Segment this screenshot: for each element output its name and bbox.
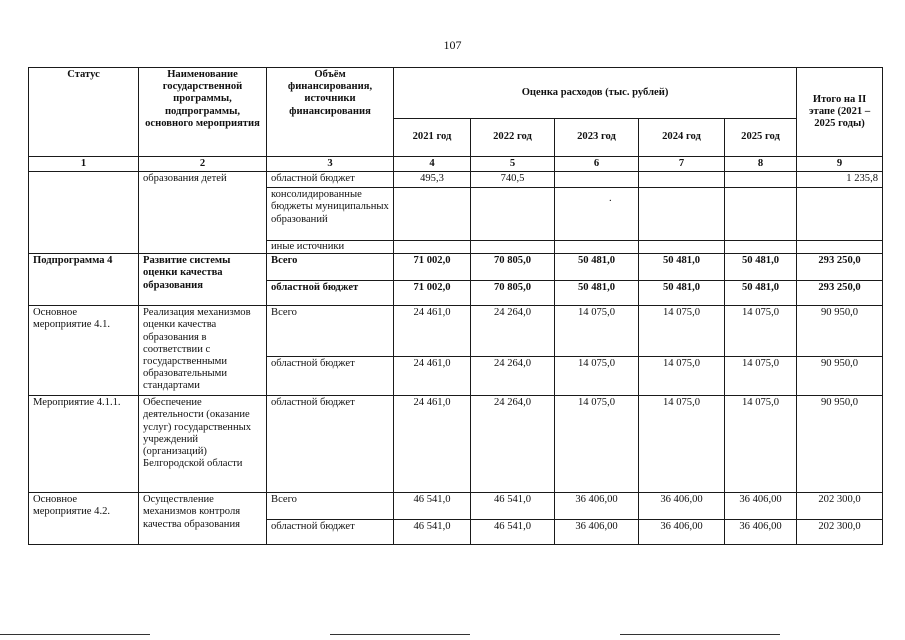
- value-cell: 24 461,0: [394, 306, 471, 357]
- table-row-measure-4-1-1: [29, 396, 883, 493]
- value-cell: [639, 172, 725, 188]
- table-row-measure-4-2: [29, 493, 883, 520]
- header-volume: Объём финансирования, источники финансирования: [267, 68, 394, 157]
- value-cell: 50 481,0: [555, 281, 639, 306]
- header-year-2022: 2022 год: [471, 118, 555, 156]
- scan-edge-line: [330, 634, 470, 635]
- value-cell: [555, 188, 639, 241]
- value-cell: 24 461,0: [394, 357, 471, 396]
- header-estimate: Оценка расходов (тыс. рублей): [394, 68, 797, 119]
- total-cell: 90 950,0: [797, 357, 883, 396]
- value-cell: 70 805,0: [471, 254, 555, 281]
- scan-edge-line: [620, 634, 780, 635]
- status-cell: [29, 172, 139, 254]
- value-cell: 50 481,0: [725, 254, 797, 281]
- value-cell: 14 075,0: [639, 396, 725, 493]
- scan-edge-line: [0, 634, 150, 635]
- value-cell: 24 264,0: [471, 396, 555, 493]
- value-cell: 14 075,0: [555, 357, 639, 396]
- value-cell: 36 406,00: [639, 493, 725, 520]
- header-row: [29, 68, 883, 119]
- value-cell: 14 075,0: [639, 306, 725, 357]
- value-cell: 14 075,0: [555, 396, 639, 493]
- value-cell: 24 264,0: [471, 357, 555, 396]
- total-cell: [797, 188, 883, 241]
- source-cell: областной бюджет: [267, 357, 394, 396]
- value-cell: [639, 188, 725, 241]
- source-cell: областной бюджет: [267, 172, 394, 188]
- col-index: 8: [725, 157, 797, 172]
- header-year-2025: 2025 год: [725, 118, 797, 156]
- header-status: Статус: [29, 68, 139, 157]
- total-cell: 202 300,0: [797, 493, 883, 520]
- total-cell: 90 950,0: [797, 306, 883, 357]
- status-cell: Основное мероприятие 4.1.: [29, 306, 139, 396]
- value-cell: 24 461,0: [394, 396, 471, 493]
- name-cell: Реализация механизмов оценки качества образования в соответствии с государственными образовательными стандартами: [139, 306, 267, 396]
- value-cell: [555, 172, 639, 188]
- value-cell: 50 481,0: [725, 281, 797, 306]
- value-cell: [471, 241, 555, 254]
- table-row-subprogram-4: [29, 254, 883, 281]
- header-total: Итого на II этапе (2021 – 2025 годы): [797, 68, 883, 157]
- name-cell: Развитие системы оценки качества образования: [139, 254, 267, 306]
- value-cell: 36 406,00: [555, 493, 639, 520]
- value-cell: [394, 188, 471, 241]
- value-cell: 36 406,00: [725, 493, 797, 520]
- col-index: 2: [139, 157, 267, 172]
- value-cell: 46 541,0: [471, 520, 555, 545]
- total-cell: 1 235,8: [797, 172, 883, 188]
- value-cell: [725, 241, 797, 254]
- col-index: 5: [471, 157, 555, 172]
- value-cell: 36 406,00: [725, 520, 797, 545]
- header-year-2023: 2023 год: [555, 118, 639, 156]
- status-cell: Подпрограмма 4: [29, 254, 139, 306]
- source-cell: областной бюджет: [267, 396, 394, 493]
- value-cell: 495,3: [394, 172, 471, 188]
- total-cell: [797, 241, 883, 254]
- value-cell: 14 075,0: [725, 396, 797, 493]
- column-index-row: [29, 157, 883, 172]
- header-year-2024: 2024 год: [639, 118, 725, 156]
- col-index: 4: [394, 157, 471, 172]
- total-cell: 90 950,0: [797, 396, 883, 493]
- value-cell: [639, 241, 725, 254]
- value-cell: 36 406,00: [555, 520, 639, 545]
- name-cell: Осуществление механизмов контроля качества образования: [139, 493, 267, 545]
- value-cell: 46 541,0: [394, 493, 471, 520]
- source-cell: консолидированные бюджеты муниципальных образований: [267, 188, 394, 241]
- value-cell: [725, 188, 797, 241]
- value-cell: [725, 172, 797, 188]
- value-cell: 50 481,0: [639, 254, 725, 281]
- col-index: 9: [797, 157, 883, 172]
- value-cell: [555, 241, 639, 254]
- total-cell: 293 250,0: [797, 281, 883, 306]
- scan-mark: .: [609, 193, 612, 205]
- table-row: [29, 172, 883, 188]
- budget-table: [28, 67, 883, 545]
- header-year-2021: 2021 год: [394, 118, 471, 156]
- value-cell: 70 805,0: [471, 281, 555, 306]
- col-index: 7: [639, 157, 725, 172]
- status-cell: Мероприятие 4.1.1.: [29, 396, 139, 493]
- value-cell: 50 481,0: [555, 254, 639, 281]
- value-cell: 14 075,0: [555, 306, 639, 357]
- value-cell: 24 264,0: [471, 306, 555, 357]
- value-cell: 740,5: [471, 172, 555, 188]
- header-name: Наименование государственной программы, подпрограммы, основного мероприятия: [139, 68, 267, 157]
- col-index: 1: [29, 157, 139, 172]
- value-cell: 46 541,0: [471, 493, 555, 520]
- source-cell: иные источники: [267, 241, 394, 254]
- status-cell: Основное мероприятие 4.2.: [29, 493, 139, 545]
- value-cell: 71 002,0: [394, 281, 471, 306]
- value-cell: 14 075,0: [725, 357, 797, 396]
- value-cell: 71 002,0: [394, 254, 471, 281]
- value-cell: [394, 241, 471, 254]
- page-number: 107: [443, 38, 462, 52]
- value-cell: 36 406,00: [639, 520, 725, 545]
- value-cell: 14 075,0: [725, 306, 797, 357]
- value-cell: 46 541,0: [394, 520, 471, 545]
- value-cell: 50 481,0: [639, 281, 725, 306]
- total-cell: 202 300,0: [797, 520, 883, 545]
- value-cell: 14 075,0: [639, 357, 725, 396]
- source-cell: Всего: [267, 306, 394, 357]
- name-cell: Обеспечение деятельности (оказание услуг) государственных учреждений (организаций) Белгородской области: [139, 396, 267, 493]
- source-cell: областной бюджет: [267, 281, 394, 306]
- col-index: 3: [267, 157, 394, 172]
- source-cell: областной бюджет: [267, 520, 394, 545]
- table-row-measure-4-1: [29, 306, 883, 357]
- source-cell: Всего: [267, 254, 394, 281]
- col-index: 6: [555, 157, 639, 172]
- total-cell: 293 250,0: [797, 254, 883, 281]
- source-cell: Всего: [267, 493, 394, 520]
- value-cell: [471, 188, 555, 241]
- name-cell: образования детей: [139, 172, 267, 254]
